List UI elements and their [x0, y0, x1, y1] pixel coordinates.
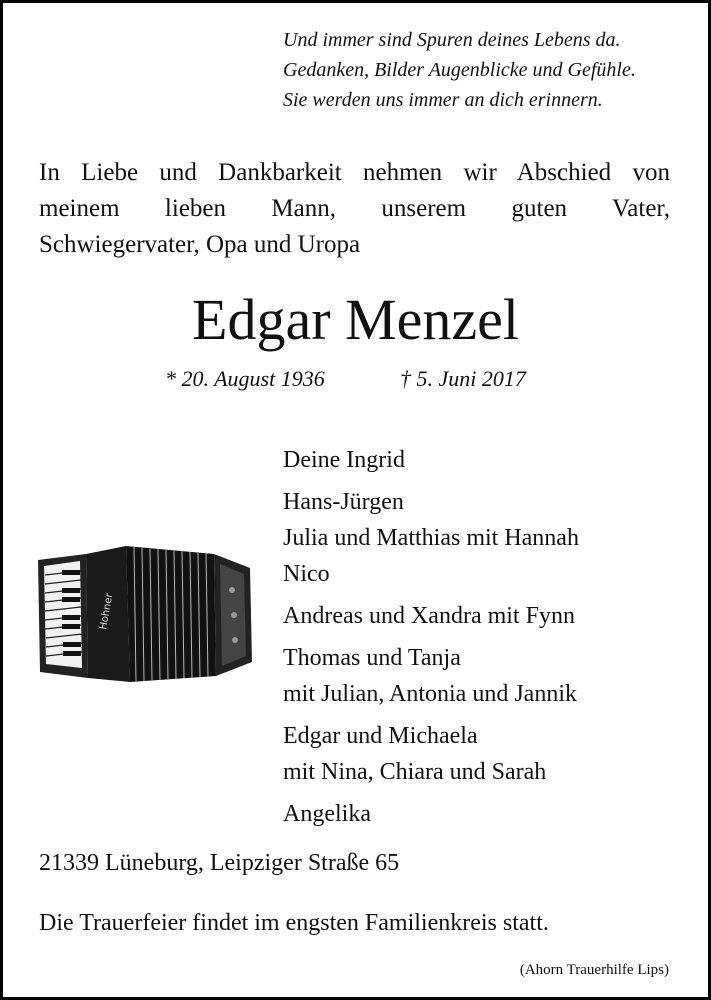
family-line: Edgar und Michaela: [283, 723, 478, 749]
intro-line: Schwiegervater, Opa und Uropa: [39, 231, 361, 258]
family-line: Thomas und Tanja: [283, 645, 461, 671]
family-line: mit Nina, Chiara und Sarah: [283, 759, 547, 785]
svg-text:Hohner: Hohner: [98, 592, 116, 631]
intro-text: [39, 155, 670, 263]
family-line: Julia und Matthias mit Hannah: [283, 525, 579, 551]
family-line: mit Julian, Antonia und Jannik: [283, 681, 577, 707]
funeral-notice: Die Trauerfeier findet im engsten Familienkreis statt.: [39, 910, 549, 936]
accordion-icon: [36, 540, 254, 692]
family-line: Hans-Jürgen: [283, 489, 404, 515]
intro-line: meinem lieben Mann, unserem guten Vater,: [39, 195, 670, 222]
poem: [283, 25, 683, 115]
family-group: [283, 796, 703, 832]
death-date: † 5. Juni 2017: [400, 366, 526, 391]
birth-date: * 20. August 1936: [165, 366, 325, 391]
family-group: [283, 442, 703, 478]
family-line: Angelika: [283, 801, 371, 827]
poem-line: Gedanken, Bilder Augenblicke und Gefühle.: [283, 59, 636, 81]
deceased-name: Edgar Menzel: [192, 287, 519, 352]
poem-line: Und immer sind Spuren deines Lebens da.: [283, 29, 621, 51]
family-group: [283, 718, 703, 790]
address: 21339 Lüneburg, Leipziger Straße 65: [39, 850, 400, 876]
family-group: [283, 640, 703, 712]
family-line: Deine Ingrid: [283, 447, 405, 473]
family-list: [283, 442, 703, 838]
intro-line: In Liebe und Dankbarkeit nehmen wir Abschied von: [39, 159, 670, 186]
family-line: Andreas und Xandra mit Fynn: [283, 603, 575, 629]
family-group: [283, 598, 703, 634]
family-line: Nico: [283, 561, 330, 587]
family-group: [283, 484, 703, 592]
poem-line: Sie werden uns immer an dich erinnern.: [283, 89, 603, 111]
funeral-home-credit: (Ahorn Trauerhilfe Lips): [519, 962, 669, 978]
